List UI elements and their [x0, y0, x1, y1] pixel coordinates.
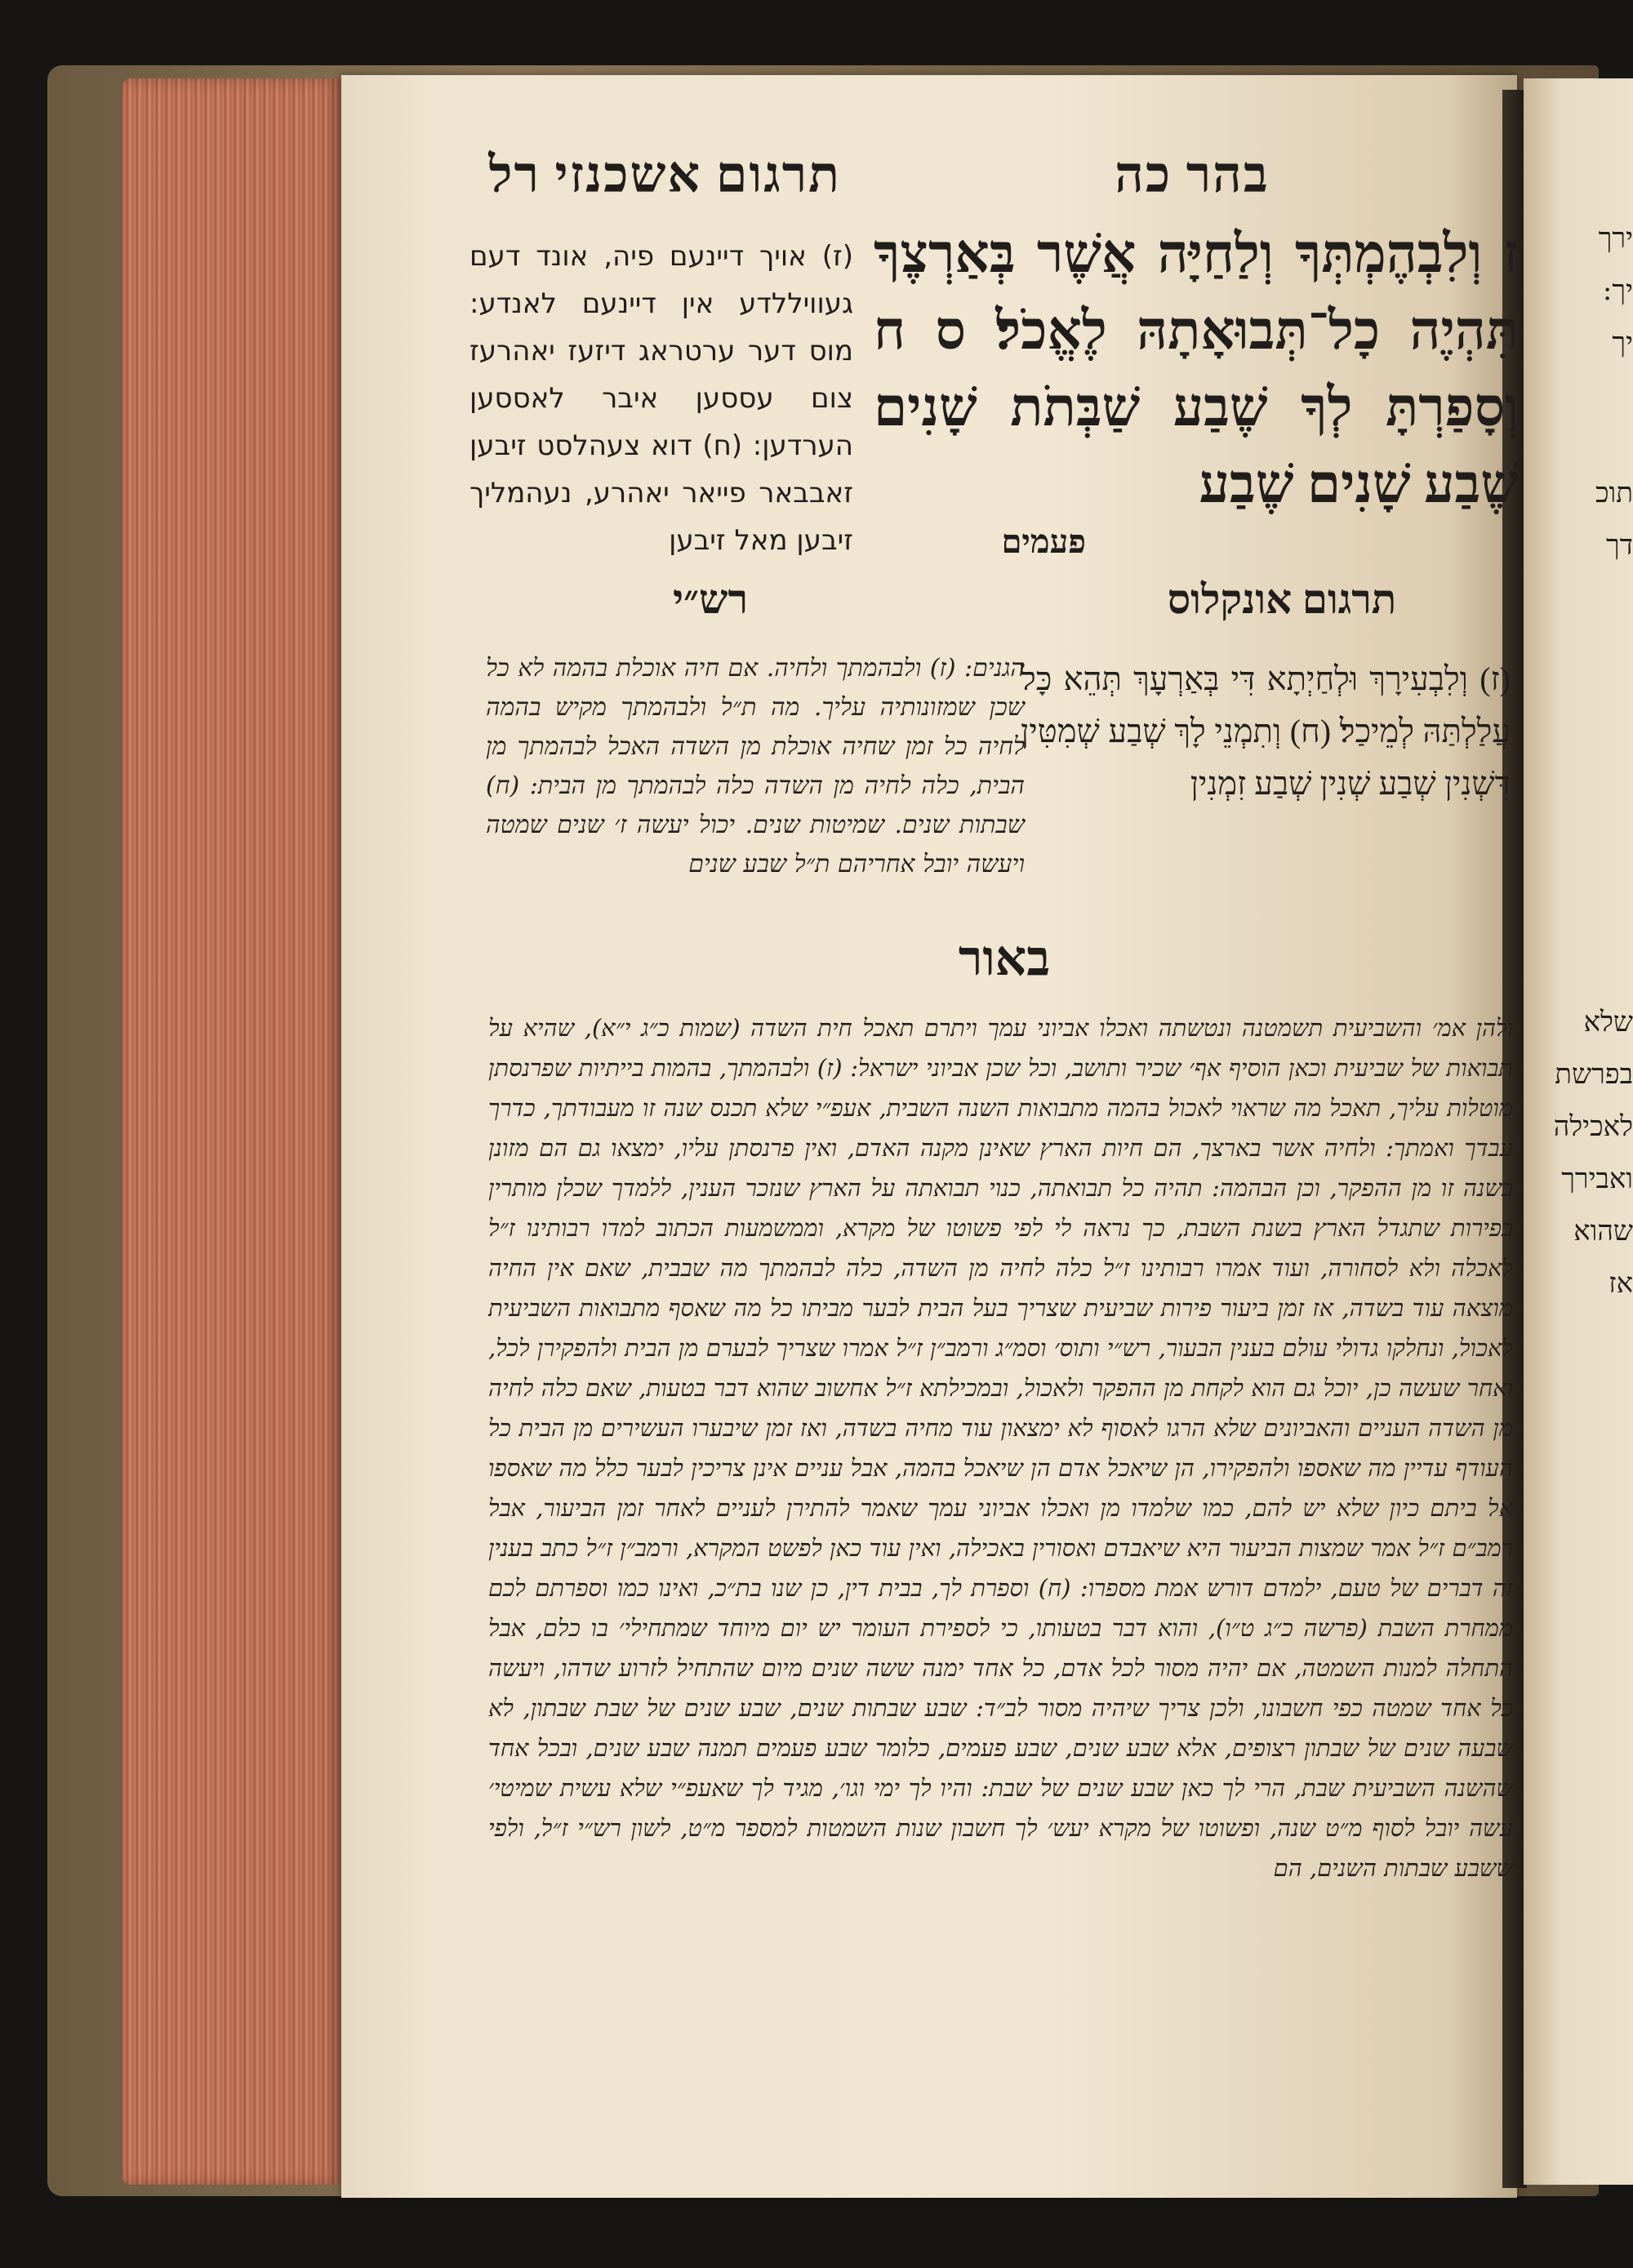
onkelos-title: תרגום אונקלוס	[1167, 576, 1397, 622]
facing-page-text	[1551, 212, 1633, 1310]
page-edges	[122, 78, 343, 2185]
running-header-right: בהר כה	[1115, 148, 1270, 203]
running-header-left: תרגום אשכנזי רל	[488, 148, 841, 203]
rashi-commentary: הגנים: (ז) ולבהמתך ולחיה. אם חיה אוכלת בהמה לא כל שכן שמזונותיה עליך. מה ת״ל ולבהמתך מקיש בהמה לחיה כל זמן שחיה אוכלת מן השדה האכל לבהמתך מן הבית, כלה לחיה מן השדה כלה לבהמתך מן הבית: (ח) שבתות שנים. שמיטות שנים. יכול יעשה ז׳ שנים שמטה ויעשה יובל אחריהם ת״ל שבע שנים	[486, 654, 1025, 878]
facing-line: דך	[1605, 529, 1633, 562]
facing-line: יך:	[1602, 274, 1633, 307]
german-translation: (ז) אויך דיינעם פיה, אונד דעם געוויללדע אין דיינעם לאנדע: מוס דער ערטראג דיזעז יאהרעז צום עססען איבר לאססען הערדען: (ח) דוא צעהלסט זיבען זאבבאר פייאר יאהרע, נעהמליך זיבען מאל זיבען	[469, 240, 853, 557]
torah-verse-tail: פעמים	[1001, 523, 1086, 560]
biur-title: באור	[958, 932, 1051, 985]
facing-line: בפרשת	[1555, 1058, 1633, 1091]
facing-line: ירך	[1598, 222, 1633, 255]
facing-line: ואבירך	[1561, 1163, 1633, 1195]
onkelos-translation: (ז) וְלִבְעִירָךְ וּלְחַיְתָא דִּי בְּאַרְעָךְ תְּהֵא כָּל עֲלַלְתַּהּ לְמֵיכַל׃ (ח) וְתִמְנֵי לָךְ שְׁבַע שְׁמִטִּין דִּשְׁנִין שְׁבַע שְׁנִין שְׁבַע זִמְנִין	[1021, 660, 1511, 802]
facing-line: לאכילה	[1553, 1110, 1633, 1143]
facing-line: שהוא	[1573, 1215, 1633, 1247]
facing-line: שלא	[1583, 1006, 1633, 1038]
facing-line: אז	[1609, 1267, 1633, 1300]
biur-commentary: ולהן אמ׳ והשביעית תשמטנה ונטשתה ואכלו אביוני עמך ויתרם תאכל חית השדה (שמות כ״ג י״א), שהיא על תבואות של שביעית וכאן הוסיף אף׳ שכיר ותושב, וכל שכן אביוני ישראל: (ז) ולבהמתך, בהמות בייתיות שפרנסתן מוטלות עליך, תאכל מה שראוי לאכול בהמה מתבואות השנה השבית, אעפ״י שלא תכנס שנה זו מעבודתך, כדרך עבדך ואמתך: ולחיה אשר בארצך, הם חיות הארץ שאינן מקנה האדם, ואין פרנסתן עליו, ימצאו גם הם מזונן בשנה זו מן ההפקר, וכן הבהמה: תהיה כל תבואתה, כנוי תבואתה על הארץ שנזכר הענין, ללמדך שכלן מותרין בפירות שתגדל הארץ בשנת השבת, כך נראה לי לפי פשוטו של מקרא, וממשמעות הכתוב למדו רבותינו ז״ל לאכלה ולא לסחורה, ועוד אמרו רבותינו ז״ל כלה לחיה מן השדה, כלה לבהמתך מה שבבית, שאם אין החיה מוצאה עוד בשדה, אז זמן ביעור פירות שביעית שצריך בעל הבית לבער מביתו כל מה שאסף מתבואות השביעית לאכול, ונחלקו גדולי עולם בענין הבעור, רש״י ותוס׳ וסמ״ג ורמב״ן ז״ל אמרו שצריך לבערם מן הבית ולהפקירן לכל, ואחר שעשה כן, יוכל גם הוא לקחת מן ההפקר ולאכול, ובמכילתא ז״ל אחשוב שהוא דבר בטעות, שאם כלה לחיה מן השדה העניים והאביונים שלא הרגו לאסוף לא ימצאון עוד מחיה בשדה, ואז זמן שיבערו העשירים מן הבית כל העודף עדיין מה שאספו ולהפקירו, הן שיאכל אדם הן שיאכל בהמה, אבל עניים אינן צריכין לבער כלל מה שאספו אל ביתם כיון שלא יש להם, כמו שלמדו מן ואכלו אביוני עמך שאמר להתירן לעניים לאחר זמן הביעור, אבל רמב״ם ז״ל אמר שמצות הביעור היא שיאבדם ואסורין באכילה, ואין עוד כאן לפשט המקרא, ורמב״ן ז״ל כתב בענין זה דברים של טעם, ילמדם דורש אמת מספרו: (ח) וספרת לך, בבית דין, כן שנו בת״כ, ואינו כמו וספרתם לכם ממחרת השבת (פרשה כ״ג ט״ו), והוא דבר בטעותו, כי לספירת העומר יש יום מיוחד שמתחילי׳ בו כלם, אבל התחלה למנות השמטה, אם יהיה מסור לכל אדם, כל אחד ימנה ששה שנים מיום שהתחיל לזרוע שדהו, ויעשה כל אחד שמטה כפי חשבונו, ולכן צריך שיהיה מסור לב״ד: שבע שבתות שנים, שבע שנים של שבת שבתון, לא שבעה שנים של שבתון רצופים, אלא שבע שנים, שבע פעמים, כלומר שבע פעמים תמנה שבע שנים, ובכל אחד שהשנה השביעית שבת, הרי לך כאן שבע שנים של שבת: והיו לך ימי וגו׳, מגיד לך שאעפ״י שלא עשית שמיטי׳ עשה יובל לסוף מ״ט שנה, ופשוטו של מקרא יעש׳ לך חשבון שנות השמטות למספר מ״ט, לשון רש״י ז״ל, ולפי ששבע שבתות השנים, הם	[488, 1014, 1513, 1882]
torah-verse: ז וְלִבְהֶמְתְּךָ וְלַחַיָּה אֲשֶׁר בְּאַרְצֶךָ תִּהְיֶה כָל־תְּבוּאָתָהּ לֶאֱכֹל׃ ס ח וְסָפַרְתָּ לְךָ שֶׁבַע שַׁבְּתֹת שָׁנִים שֶׁבַע שָׁנִים שֶׁבַע	[874, 225, 1519, 514]
facing-line: תוכ	[1595, 477, 1633, 509]
facing-line: יך	[1612, 327, 1633, 359]
rashi-title: רש״י	[672, 576, 749, 622]
